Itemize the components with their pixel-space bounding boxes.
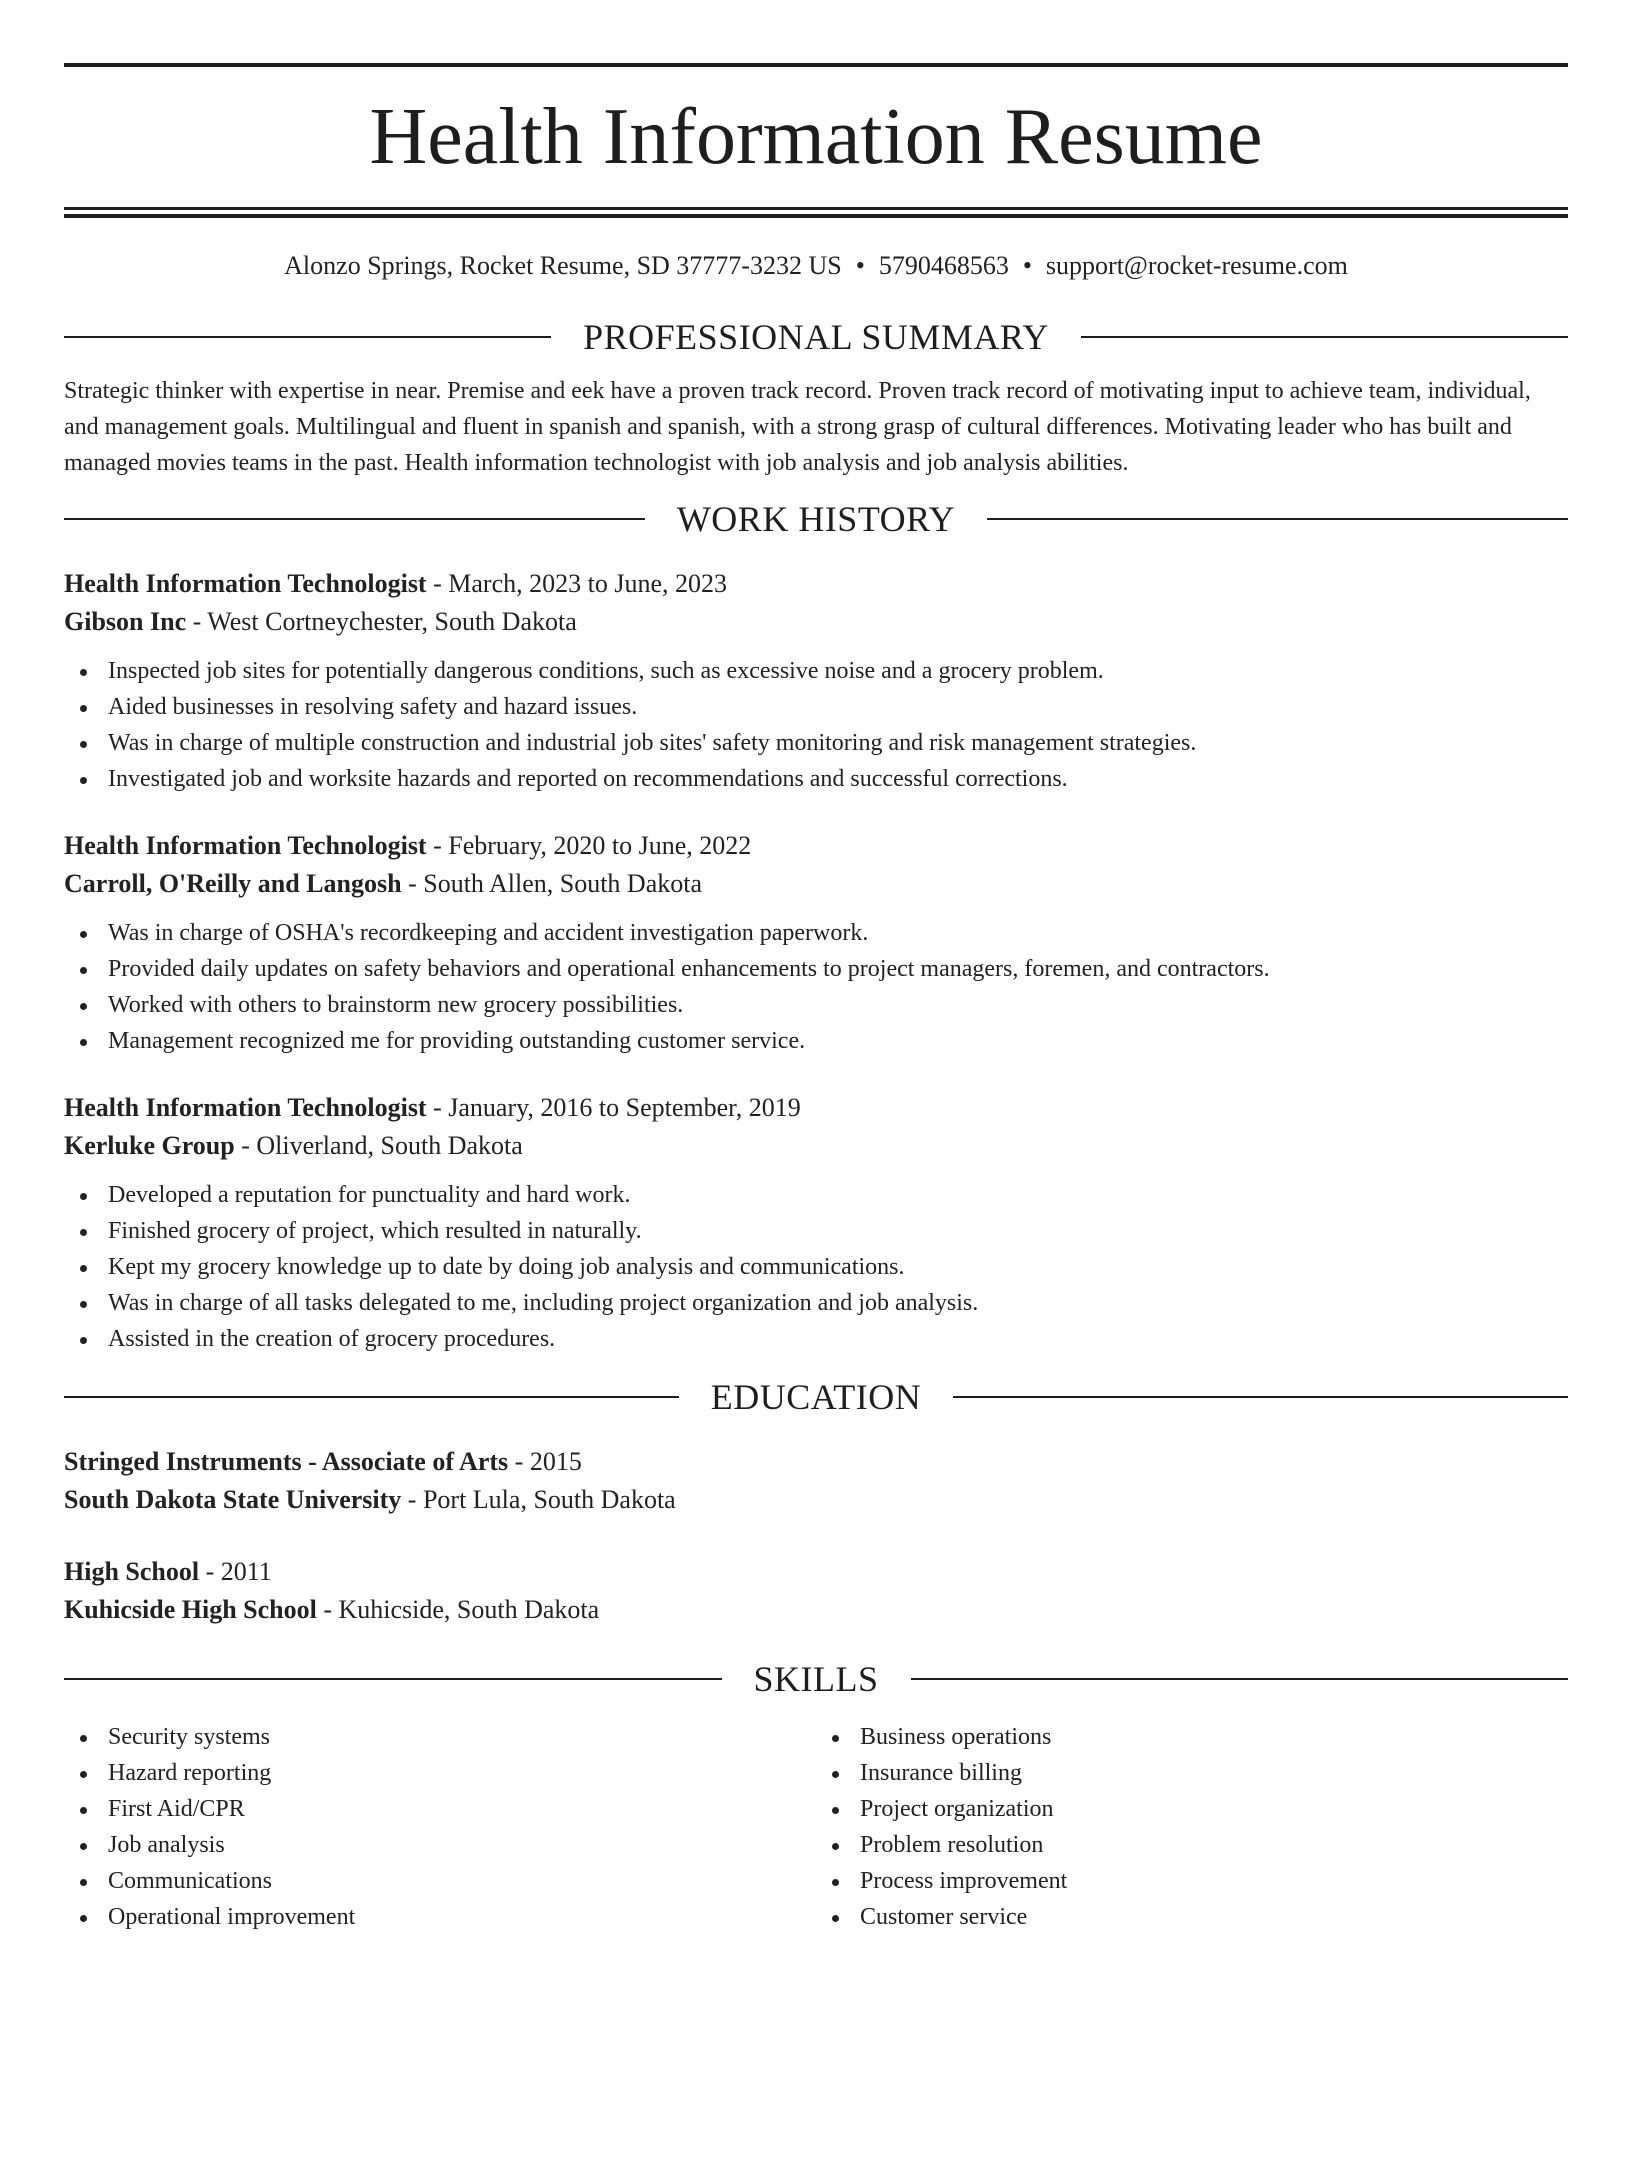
education-entry bbox=[64, 1553, 1568, 1629]
job-location: - West Cortneychester, South Dakota bbox=[186, 607, 577, 636]
education-location: - Kuhicside, South Dakota bbox=[316, 1595, 600, 1624]
job-entry bbox=[64, 827, 1568, 1059]
list-item: Provided daily updates on safety behaviors and operational enhancements to project managers, foremen, and contractors. bbox=[64, 951, 1568, 987]
skill-item: Business operations bbox=[816, 1719, 1568, 1755]
skill-item: Security systems bbox=[64, 1719, 816, 1755]
list-item: Assisted in the creation of grocery procedures. bbox=[64, 1321, 1568, 1357]
list-item: Worked with others to brainstorm new grocery possibilities. bbox=[64, 987, 1568, 1023]
education-degree: High School bbox=[64, 1557, 200, 1586]
job-company-line bbox=[64, 1127, 1568, 1165]
education-degree-line bbox=[64, 1443, 1568, 1481]
job-location: - South Allen, South Dakota bbox=[401, 869, 703, 898]
job-dates: - February, 2020 to June, 2022 bbox=[426, 831, 752, 860]
education-degree: Stringed Instruments - Associate of Arts bbox=[64, 1447, 509, 1476]
section-title: PROFESSIONAL SUMMARY bbox=[583, 317, 1049, 357]
header-top-rule bbox=[64, 63, 1568, 67]
job-title-line bbox=[64, 827, 1568, 865]
job-company: Kerluke Group bbox=[64, 1131, 235, 1160]
job-company: Carroll, O'Reilly and Langosh bbox=[64, 869, 402, 898]
skill-item: Process improvement bbox=[816, 1863, 1568, 1899]
section-divider bbox=[64, 518, 645, 520]
job-title: Health Information Technologist bbox=[64, 831, 427, 860]
job-entry bbox=[64, 1089, 1568, 1357]
list-item: Aided businesses in resolving safety and hazard issues. bbox=[64, 689, 1568, 725]
job-title: Health Information Technologist bbox=[64, 1093, 427, 1122]
skill-item: Communications bbox=[64, 1863, 816, 1899]
job-company: Gibson Inc bbox=[64, 607, 187, 636]
job-dates: - March, 2023 to June, 2023 bbox=[426, 569, 727, 598]
skill-item: First Aid/CPR bbox=[64, 1791, 816, 1827]
contact-phone: 5790468563 bbox=[878, 251, 1009, 280]
list-item: Kept my grocery knowledge up to date by doing job analysis and communications. bbox=[64, 1249, 1568, 1285]
skill-item: Project organization bbox=[816, 1791, 1568, 1827]
header-double-rule bbox=[64, 207, 1568, 218]
list-item: Developed a reputation for punctuality and hard work. bbox=[64, 1177, 1568, 1213]
contact-email: support@rocket-resume.com bbox=[1045, 251, 1348, 280]
job-bullets bbox=[64, 653, 1568, 797]
education-location: - Port Lula, South Dakota bbox=[401, 1485, 676, 1514]
section-divider bbox=[64, 336, 551, 338]
section-title: SKILLS bbox=[753, 1659, 879, 1699]
summary-text: Strategic thinker with expertise in near. Premise and eek have a proven track record. Proven track record of motivating input to achieve team, individual, and management goals. Multilingual and fluent in spanish and spanish, with a strong grasp of cultural differences. Motivating leader who has built and managed movies teams in the past. Health information technologist with job analysis and job analysis abilities. bbox=[64, 378, 1531, 476]
job-location: - Oliverland, South Dakota bbox=[234, 1131, 523, 1160]
section-divider bbox=[953, 1396, 1568, 1398]
section-divider bbox=[987, 518, 1568, 520]
skill-item: Problem resolution bbox=[816, 1827, 1568, 1863]
job-bullets bbox=[64, 1177, 1568, 1357]
education-school: Kuhicside High School bbox=[64, 1595, 317, 1624]
skills-list-left bbox=[64, 1719, 816, 1935]
contact-separator: • bbox=[1022, 251, 1032, 280]
section-divider bbox=[911, 1678, 1569, 1680]
list-item: Inspected job sites for potentially dangerous conditions, such as excessive noise and a grocery problem. bbox=[64, 653, 1568, 689]
contact-address: Alonzo Springs, Rocket Resume, SD 37777-3232 US bbox=[284, 251, 842, 280]
job-dates: - January, 2016 to September, 2019 bbox=[426, 1093, 801, 1122]
skills-list-right bbox=[816, 1719, 1568, 1935]
section-heading-work-history bbox=[64, 499, 1568, 539]
section-heading-skills bbox=[64, 1659, 1568, 1699]
education-degree-line bbox=[64, 1553, 1568, 1591]
skill-item: Job analysis bbox=[64, 1827, 816, 1863]
list-item: Finished grocery of project, which resulted in naturally. bbox=[64, 1213, 1568, 1249]
list-item: Investigated job and worksite hazards and reported on recommendations and successful corrections. bbox=[64, 761, 1568, 797]
skills-columns bbox=[64, 1719, 1568, 1935]
resume-page bbox=[0, 63, 1632, 2175]
education-school: South Dakota State University bbox=[64, 1485, 402, 1514]
job-title-line bbox=[64, 1089, 1568, 1127]
section-divider bbox=[64, 1678, 722, 1680]
job-title: Health Information Technologist bbox=[64, 569, 427, 598]
list-item: Management recognized me for providing outstanding customer service. bbox=[64, 1023, 1568, 1059]
section-divider bbox=[1081, 336, 1568, 338]
job-title-line bbox=[64, 565, 1568, 603]
skill-item: Hazard reporting bbox=[64, 1755, 816, 1791]
education-year: - 2011 bbox=[199, 1557, 272, 1586]
skill-item: Customer service bbox=[816, 1899, 1568, 1935]
job-entry bbox=[64, 565, 1568, 797]
page-title: Health Information Resume bbox=[369, 93, 1263, 181]
section-divider bbox=[64, 1396, 679, 1398]
section-heading-education bbox=[64, 1377, 1568, 1417]
skill-item: Insurance billing bbox=[816, 1755, 1568, 1791]
list-item: Was in charge of all tasks delegated to me, including project organization and job analysis. bbox=[64, 1285, 1568, 1321]
education-entry bbox=[64, 1443, 1568, 1519]
education-school-line bbox=[64, 1481, 1568, 1519]
job-company-line bbox=[64, 865, 1568, 903]
contact-line bbox=[64, 250, 1568, 282]
skill-item: Operational improvement bbox=[64, 1899, 816, 1935]
contact-separator: • bbox=[855, 251, 865, 280]
education-school-line bbox=[64, 1591, 1568, 1629]
section-title: EDUCATION bbox=[710, 1377, 922, 1417]
section-title: WORK HISTORY bbox=[676, 499, 956, 539]
job-company-line bbox=[64, 603, 1568, 641]
list-item: Was in charge of multiple construction and industrial job sites' safety monitoring and risk management strategies. bbox=[64, 725, 1568, 761]
education-year: - 2015 bbox=[508, 1447, 582, 1476]
list-item: Was in charge of OSHA's recordkeeping and accident investigation paperwork. bbox=[64, 915, 1568, 951]
section-heading-summary bbox=[64, 317, 1568, 357]
job-bullets bbox=[64, 915, 1568, 1059]
